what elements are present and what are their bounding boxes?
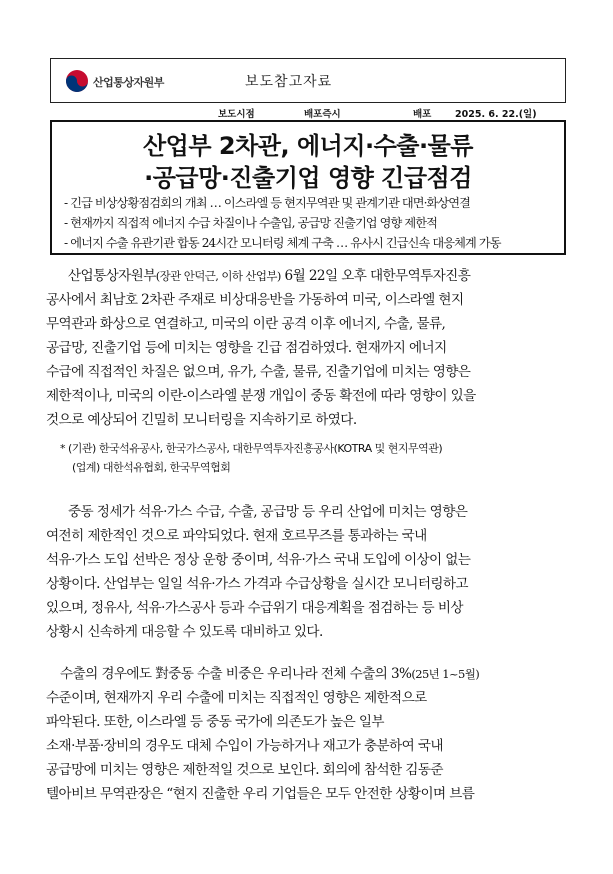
ministry-name: 산업통상자원부 [93, 76, 164, 89]
summary-bullet: - 에너지 수출 유관기관 합동 24시간 모니터링 체계 구축 … 유사시 긴급신속 대응체계 가동 [64, 236, 501, 250]
paragraph-line: 있으며, 정유사, 석유·가스공사 등과 수급위기 대응계획을 점검하는 등 비상 [46, 600, 463, 616]
paragraph-line: 상황이다. 산업부는 일일 석유·가스 가격과 수급상황을 실시간 모니터링하고 [46, 576, 468, 592]
paragraph-line: 상황시 신속하게 대응할 수 있도록 대비하고 있다. [46, 624, 323, 640]
footnote-line-1: * (기관) 한국석유공사, 한국가스공사, 대한무역투자진흥공사(KOTRA 및 현지무역관) [60, 442, 443, 455]
paragraph-line: 수출의 경우에도 對중동 수출 비중은 우리나라 전체 수출의 3%(25년 1~5월) [60, 666, 480, 682]
paragraph-line: 중동 정세가 석유·가스 수급, 수출, 공급망 등 우리 산업에 미치는 영향은 [68, 504, 468, 520]
paragraph-line: 수급에 직접적인 차질은 없으며, 유가, 수출, 물류, 진출기업에 미치는 영향은 [46, 364, 471, 380]
paragraph-line: 텔아비브 무역관장은 “현지 진출한 우리 기업들은 모두 안전한 상황이며 브름 [46, 786, 475, 802]
paragraph-line: 공급망에 미치는 영향은 제한적일 것으로 보인다. 회의에 참석한 김동준 [46, 762, 443, 778]
release-time-value: 배포즉시 [304, 109, 341, 120]
paragraph-line: 여전히 제한적인 것으로 파악되었다. 현재 호르무즈를 통과하는 국내 [46, 528, 427, 544]
paragraph-line: 수준이며, 현재까지 우리 수출에 미치는 직접적인 영향은 제한적으로 [46, 690, 427, 706]
headline-line-2: ·공급망·진출기업 영향 긴급점검 [144, 164, 472, 192]
release-time-label: 보도시점 [218, 109, 255, 120]
paragraph-line: 석유·가스 도입 선박은 정상 운항 중이며, 석유·가스 국내 도입에 이상이 없는 [46, 552, 471, 568]
ministry-logo [65, 69, 205, 95]
paragraph-line: 것으로 예상되어 긴밀히 모니터링을 지속하기로 하였다. [46, 412, 357, 428]
doc-type-label: 보도참고자료 [245, 74, 333, 90]
distribution-label: 배포 [413, 109, 432, 120]
paragraph-line: 파악된다. 또한, 이스라엘 등 중동 국가에 의존도가 높은 일부 [46, 714, 384, 730]
summary-bullet: - 현재까지 직접적 에너지 수급 차질이나 수출입, 공급망 진출기업 영향 제한적 [64, 216, 437, 230]
headline-line-1: 산업부 2차관, 에너지·수출·물류 [143, 132, 473, 160]
footnote-line-2: (업계) 대한석유협회, 한국무역협회 [72, 461, 231, 474]
distribution-date: 2025. 6. 22.(일) [455, 109, 537, 120]
title-box [50, 120, 566, 255]
paragraph-line: 공급망, 진출기업 등에 미치는 영향을 긴급 점검하였다. 현재까지 에너지 [46, 340, 447, 356]
paragraph-line: 산업통상자원부(장관 안덕근, 이하 산업부) 6월 22일 오후 대한무역투자진흥 [68, 268, 471, 284]
paragraph-line: 제한적이나, 미국의 이란-이스라엘 분쟁 개입이 중동 확전에 따라 영향이 있을 [46, 388, 476, 404]
taegeuk-logo-icon [65, 69, 89, 93]
paragraph-line: 공사에서 최남호 2차관 주재로 비상대응반을 가동하여 미국, 이스라엘 현지 [46, 292, 464, 308]
paragraph-line: 소재·부품·장비의 경우도 대체 수입이 가능하거나 재고가 충분하여 국내 [46, 738, 443, 754]
paragraph-line: 무역관과 화상으로 연결하고, 미국의 이란 공격 이후 에너지, 수출, 물류, [46, 316, 446, 332]
summary-bullet: - 긴급 비상상황점검회의 개최 … 이스라엘 등 현지무역관 및 관계기관 대면·화상연결 [64, 196, 471, 210]
press-header [50, 58, 566, 103]
